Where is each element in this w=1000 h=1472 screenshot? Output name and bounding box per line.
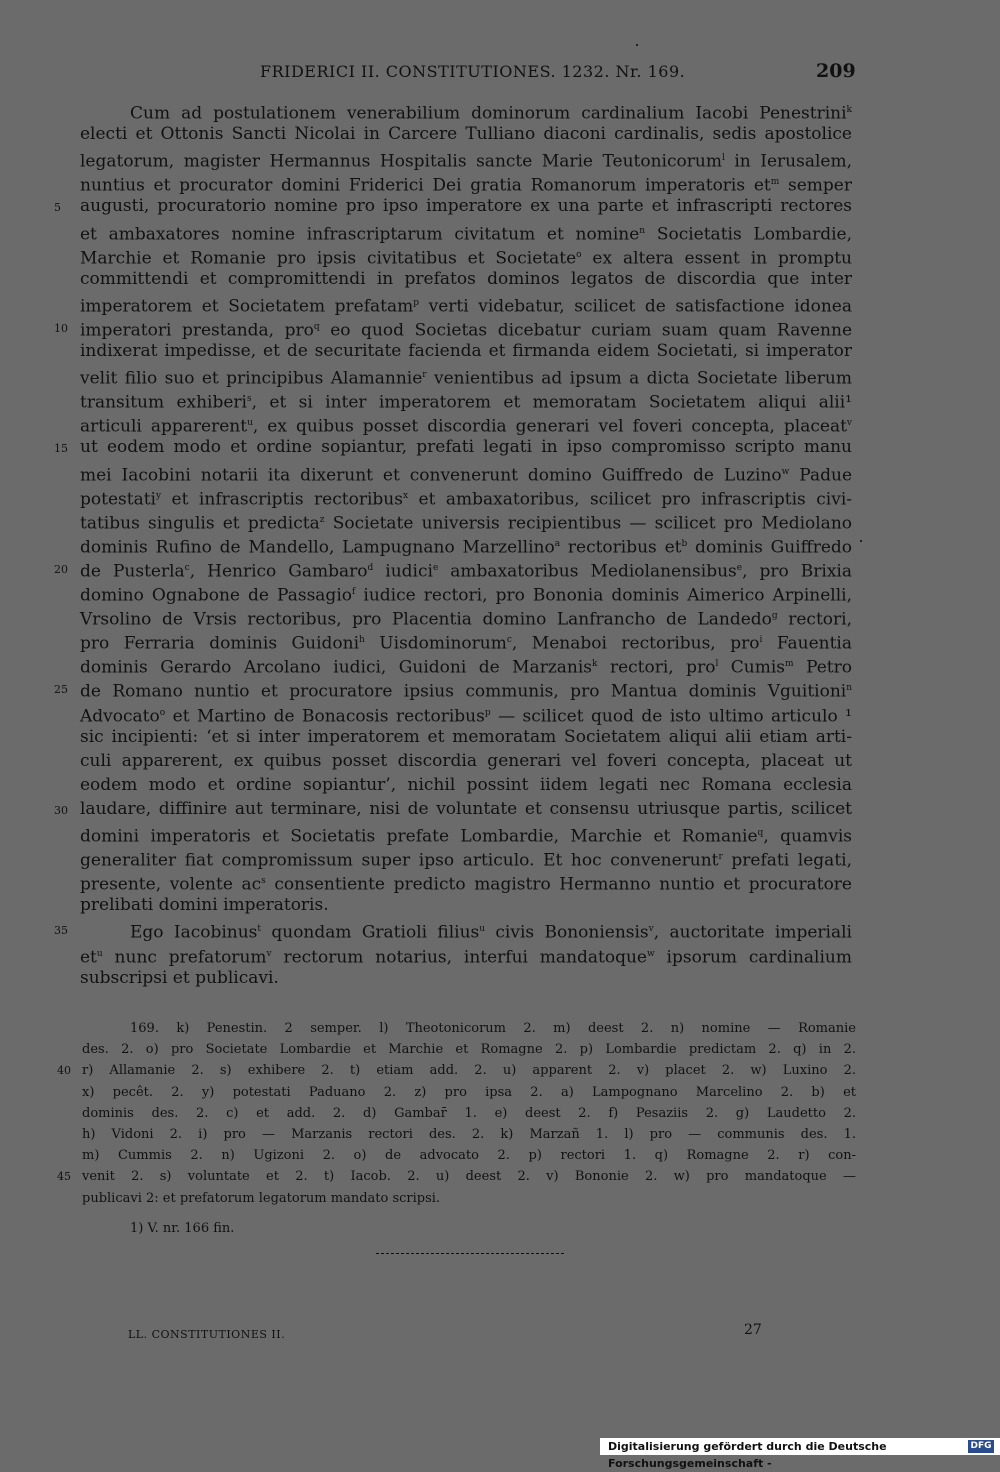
separator-rule [376, 1253, 564, 1255]
body-line: domino Ognabone de Passagio$^f$ iudice rectori, pro Bononia dominis Aimerico Arpinelli, [80, 585, 852, 606]
body-line: electi et Ottonis Sancti Nicolai in Carcere Tulliano diaconi cardinalis, sedis apostolice [80, 124, 852, 145]
body-line: tatibus singulis et predicta$^z$ Societate universis recipientibus — scilicet pro Mediolano [80, 513, 853, 534]
footnote-line: 169. k) Penestin. 2 semper. l) Theotonicorum 2. m) deest 2. n) nomine — Romanie [130, 1021, 856, 1036]
line-number: 10 [54, 321, 68, 335]
footnote-line: x) pecêt. 2. y) potestati Paduano 2. z) pro ipsa 2. a) Lampognano Marcelino 2. b) et [82, 1084, 856, 1100]
dfg-logo: DFG [968, 1440, 994, 1453]
footer-series: LL. CONSTITUTIONES II. [128, 1328, 286, 1341]
body-line: de Romano nuntio et procuratore ipsius communis, pro Mantua dominis Vguitioni$^n$ [80, 682, 852, 703]
page-number: 209 [816, 60, 856, 82]
body-line: potestati$^y$ et infrascriptis rectoribus$^x$ et ambaxatoribus, scilicet pro infrascriptis civi- [80, 489, 852, 510]
scan-speck [636, 44, 638, 46]
line-number: 35 [54, 924, 68, 938]
line-number: 25 [54, 683, 68, 697]
body-line: velit filio suo et principibus Alamannie$^r$ venientibus ad ipsum a dicta Societate liberum [80, 368, 852, 389]
source-note: 1) V. nr. 166 fin. [130, 1221, 235, 1236]
body-line: legatorum, magister Hermannus Hospitalis sancte Marie Teutonicorum$^l$ in Ierusalem, [80, 151, 852, 172]
body-line: subscripsi et publicavi. [80, 967, 279, 988]
body-line: dominis Gerardo Arcolano iudici, Guidoni de Marzanis$^k$ rectori, pro$^l$ Cumis$^m$ Petro [80, 657, 852, 678]
body-line: imperatori prestanda, pro$^q$ eo quod Societas dicebatur curiam suam quam Ravenne [80, 320, 853, 341]
body-line: nuntius et procurator domini Friderici Dei gratia Romanorum imperatoris $et^m$ semper [80, 175, 852, 196]
body-line: mei Iacobini notarii ita dixerunt et convenerunt domino Guiffredo de Luzino$^w$ Padue [80, 465, 853, 486]
body-line: domini imperatoris et Societatis prefate Lombardie, Marchie et Romanie$^q$, quamvis [80, 826, 852, 847]
body-line: Marchie et Romanie pro ipsis civitatibus et Societate$^o$ ex altera essent in promptu [80, 248, 852, 269]
body-line: committendi et compromittendi in prefatos dominos legatos de discordia que inter [80, 268, 852, 289]
body-line: articuli apparerent$^u$, ex quibus posset discordia generari vel foveri concepta, placeat$^v$ [80, 416, 853, 437]
line-number: 45 [57, 1170, 71, 1184]
footnote-line: venit 2. s) voluntate et 2. t) Iacob. 2. u) deest 2. v) Bononie 2. w) pro mandatoque — [82, 1169, 856, 1185]
line-number: 15 [54, 442, 68, 456]
body-line: et ambaxatores nomine infrascriptarum civitatum et nomine$^n$ Societatis Lombardie, [80, 224, 852, 245]
footnote-line: dominis des. 2. c) et add. 2. d) Gambar̄ 1. e) deest 2. f) Pesaziis 2. g) Laudetto 2. [82, 1105, 856, 1121]
body-line: transitum exhiberi$^s$, et si inter imperatorem et memoratam Societatem aliqui alii¹ [80, 392, 852, 413]
footnote-line: des. 2. o) pro Societate Lombardie et Marchie et Romagne 2. p) Lombardie predictam 2. q) in 2. [82, 1042, 856, 1058]
footnote-line: publicavi 2: et prefatorum legatorum mandato scripsi. [82, 1190, 441, 1206]
body-line: Cum ad postulationem venerabilium dominorum cardinalium Iacobi Penestrini$^k$ [130, 103, 852, 124]
line-number: 5 [54, 201, 61, 215]
scan-speck [860, 540, 862, 542]
body-line: prelibati domini imperatoris. [80, 895, 329, 916]
body-line: de Pusterla$^c$, Henrico Gambaro$^d$ iudici$^e$ ambaxatoribus Mediolanensibus$^e$, pro Brixia [80, 561, 852, 582]
footer-signature: 27 [744, 1322, 762, 1338]
line-number: 20 [54, 562, 68, 576]
body-line: ut eodem modo et ordine sopiantur, prefati legati in ipso compromisso scripto manu [80, 437, 852, 458]
body-line: $et^u$ nunc prefatorum$^v$ rectorum notarius, interfui mandatoque$^w$ ipsorum cardinalium [80, 947, 852, 968]
body-line: culi apparerent, ex quibus posset discordia generari vel foveri concepta, placeat ut [80, 750, 852, 771]
body-line: dominis Rufino de Mandello, Lampugnano Marzellino$^a$ rectoribus $et^b$ dominis Guiffredo [80, 537, 852, 558]
body-line: laudare, diffinire aut terminare, nisi de voluntate et consensu utriusque partis, scilicet [80, 798, 852, 819]
body-line: Ego Iacobinus$^t$ quondam Gratioli filius$^u$ civis Bononiensis$^v$, auctoritate imperiali [130, 923, 852, 944]
body-line: indixerat impedisse, et de securitate facienda et firmanda eidem Societati, si imperator [80, 341, 852, 361]
footnote-line: m) Cummis 2. n) Ugizoni 2. o) de advocato 2. p) rectori 1. q) Romagne 2. r) con- [82, 1148, 856, 1164]
dfg-credit-bar [600, 1438, 1000, 1470]
body-line: imperatorem et Societatem prefatam$^p$ verti videbatur, scilicet de satisfactione idonea [80, 296, 852, 317]
footnote-line: h) Vidoni 2. i) pro — Marzanis rectori des. 2. k) Marzañ 1. l) pro — communis des. 1. [82, 1127, 856, 1142]
body-line: pro Ferraria dominis Guidoni$^h$ Uisdominorum$^c$, Menaboi rectoribus, pro$^i$ Fauentia [80, 633, 852, 654]
body-line: presente, volente $ac^s$ consentiente predicto magistro Hermanno nuntio et procuratore [80, 874, 852, 895]
body-line: generaliter fiat compromissum super ipso articulo. Et hoc convenerunt$^r$ prefati legati, [80, 850, 852, 871]
body-line: eodem modo et ordine sopiantur’, nichil possint iidem legati nec Romana ecclesia [80, 774, 852, 795]
body-line: Vrsolino de Vrsis rectoribus, pro Placentia domino Lanfrancho de Landedo$^g$ rectori, [80, 609, 852, 630]
line-number: 30 [54, 803, 68, 817]
body-line: augusti, procuratorio nomine pro ipso imperatore ex una parte et infrascripti rectores [80, 196, 852, 217]
body-line: sic incipienti: ‘et si inter imperatorem et memoratam Societatem aliqui alii etiam arti- [80, 726, 852, 747]
dfg-credit-text: Digitalisierung gefördert durch die Deutsche Forschungsgemeinschaft - [608, 1440, 887, 1470]
line-number: 40 [57, 1064, 71, 1078]
running-header: FRIDERICI II. CONSTITUTIONES. 1232. Nr. 169. [260, 62, 686, 81]
footnote-line: r) Allamanie 2. s) exhibere 2. t) etiam add. 2. u) apparent 2. v) placet 2. w) Luxino 2. [82, 1063, 856, 1079]
body-line: Advocato$^o$ et Martino de Bonacosis rectoribus$^p$ — scilicet quod de isto ultimo articulo ¹ [80, 706, 852, 727]
